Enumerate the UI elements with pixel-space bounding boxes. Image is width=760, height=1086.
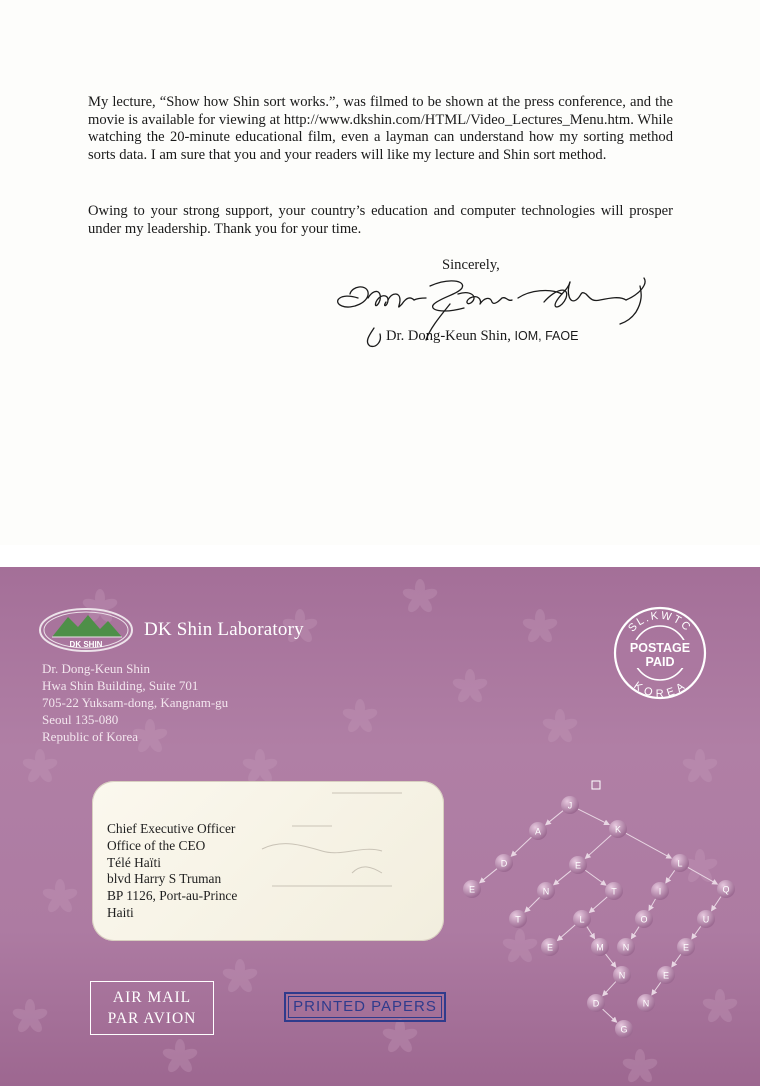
tree-node-letter: E: [468, 884, 476, 895]
tree-edge: [585, 870, 606, 885]
tree-node-letter: M: [596, 942, 604, 953]
tree-node-letter: D: [500, 858, 508, 869]
tree-edge: [606, 954, 616, 967]
tree-node: [609, 820, 627, 838]
tree-node-letter: K: [614, 824, 622, 835]
svg-text:KOREA: [631, 680, 688, 700]
signer-titles: IOM, FAOE: [514, 329, 579, 343]
recipient-line: Chief Executive Officer: [107, 821, 236, 836]
tree-node-letter: O: [640, 914, 648, 925]
tree-edge: [480, 869, 497, 883]
address-window: [92, 781, 444, 941]
tree-edge: [603, 1009, 617, 1022]
letter-closing: Sincerely,: [442, 257, 500, 273]
tree-edge: [652, 982, 661, 995]
stamp-bottom-text: KOREA: [631, 679, 689, 701]
tree-node: [561, 796, 579, 814]
tree-node-letter: G: [620, 1024, 628, 1035]
envelope: [0, 567, 760, 1086]
tree-edge: [603, 982, 616, 996]
tree-node: [635, 910, 653, 928]
sender-address: [42, 660, 228, 745]
tree-node-letter: E: [574, 860, 582, 871]
tree-edge: [692, 926, 701, 939]
tree-node-letter: E: [546, 942, 554, 953]
recipient-line: blvd Harry S Truman: [107, 871, 222, 887]
tree-node: [637, 994, 655, 1012]
tree-node-letter: N: [642, 998, 650, 1009]
tree-node: [657, 966, 675, 984]
tree-node: [509, 910, 527, 928]
tree-node: [573, 910, 591, 928]
letter-paragraph-1: My lecture, “Show how Shin sort works.”, was filmed to be shown at the press conference, and the movie is available for viewing at http://www.dkshin.com/HTML/Video_Lectures_Menu.htm. While watching the 20-minute educational film, even a layman can understand how my sorting method sorts data. I am sure that you and your readers will like my lecture and Shin sort method.: [88, 94, 673, 163]
tree-node: [529, 822, 547, 840]
page-gap: [0, 545, 760, 567]
tree-edge: [649, 899, 656, 911]
tree-edge: [511, 837, 531, 856]
tree-node: [569, 856, 587, 874]
tree-edge: [525, 897, 540, 912]
air-mail-text: AIR MAIL: [112, 989, 192, 1006]
tree-node-letter: U: [702, 914, 710, 925]
tree-node-letter: N: [618, 970, 626, 981]
tree-node: [615, 1020, 633, 1038]
printed-papers-text: PRINTED PAPERS: [293, 998, 437, 1015]
air-mail-label: [90, 981, 214, 1035]
recipient-line: BP 1126, Port-au-Prince: [107, 888, 238, 904]
tree-edge: [587, 927, 595, 939]
tree-node-letter: I: [658, 886, 662, 897]
sender-line: Hwa Shin Building, Suite 701: [42, 678, 199, 693]
tree-edge: [554, 871, 571, 885]
stamp-top-text: SL.KWTC: [626, 609, 694, 635]
sender-line: Dr. Dong-Keun Shin: [42, 661, 150, 676]
tree-edge: [688, 867, 717, 884]
tree-node-letter: T: [611, 886, 617, 897]
tree-node: [587, 994, 605, 1012]
tree-node: [541, 938, 559, 956]
tree-node-letter: E: [662, 970, 670, 981]
tree-node: [605, 882, 623, 900]
tree-edge: [558, 925, 576, 940]
svg-text:SL.KWTC: [626, 610, 694, 635]
laboratory-name: DK Shin Laboratory: [144, 619, 304, 640]
signer-name: Dr. Dong-Keun Shin,: [386, 328, 511, 344]
tree-node: [613, 966, 631, 984]
tree-edge: [626, 833, 671, 858]
recipient-line: Télé Haïti: [107, 854, 161, 870]
tree-node: [617, 938, 635, 956]
tree-node: [495, 854, 513, 872]
postage-paid-stamp: [612, 605, 708, 701]
printed-papers-stamp: [284, 992, 446, 1022]
tree-edge: [585, 835, 611, 858]
tree-node-letter: D: [592, 998, 600, 1009]
tree-node: [717, 880, 735, 898]
tree-node: [651, 882, 669, 900]
tree-edge: [590, 897, 608, 912]
recipient-address: [107, 821, 237, 922]
dk-shin-logo: [38, 607, 134, 653]
letter-paragraph-2: Owing to your strong support, your country’s education and computer technologies will prosper under my leadership. Thank you for your time.: [88, 203, 673, 237]
tree-node: [463, 880, 481, 898]
recipient-line: Haiti: [107, 904, 134, 920]
stamp-postage: POSTAGE: [629, 641, 691, 655]
tree-node: [697, 910, 715, 928]
tree-node-letter: J: [567, 800, 573, 811]
tree-node-letter: E: [682, 942, 690, 953]
tree-edge: [666, 870, 675, 883]
sender-line: 705-22 Yuksam-dong, Kangnam-gu: [42, 695, 229, 710]
tree-edge: [672, 954, 681, 967]
tree-node: [537, 882, 555, 900]
stamp-paid: PAID: [645, 655, 675, 669]
tree-edge: [712, 896, 721, 910]
tree-node-letter: Q: [722, 884, 730, 895]
tree-root-marker: [592, 781, 600, 789]
tree-node-letter: N: [622, 942, 630, 953]
tree-node: [591, 938, 609, 956]
tree-node: [677, 938, 695, 956]
signer-block: [386, 328, 578, 345]
tree-edge: [578, 809, 609, 825]
recipient-line: Office of the CEO: [107, 837, 206, 853]
sender-line: Seoul 135-080: [42, 712, 119, 727]
tree-node-letter: A: [534, 826, 542, 837]
tree-node: [671, 854, 689, 872]
shin-sort-tree-diagram: [440, 767, 760, 1047]
tree-node-letter: L: [579, 914, 585, 925]
sender-line: Republic of Korea: [42, 729, 139, 744]
tree-edge: [631, 927, 639, 939]
tree-node-letter: T: [515, 914, 521, 925]
tree-node-letter: L: [677, 858, 683, 869]
logo-text: DK SHIN: [69, 640, 103, 649]
tree-edge: [546, 811, 563, 825]
par-avion-text: PAR AVION: [107, 1010, 197, 1027]
stamp-inner-border: [288, 996, 442, 1018]
tree-node-letter: N: [542, 886, 550, 897]
